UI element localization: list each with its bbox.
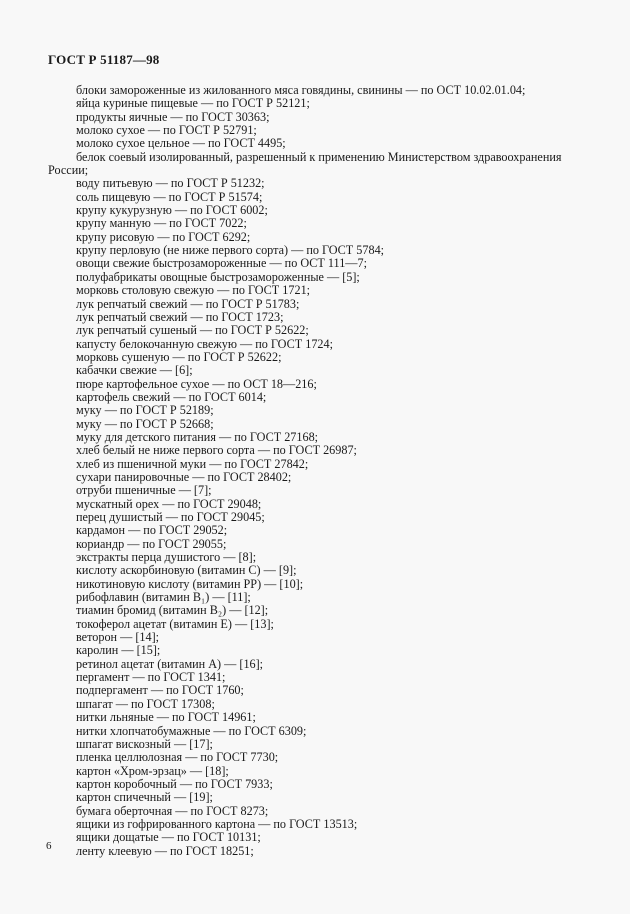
text-line: блоки замороженные из жилованного мяса говядины, свинины — по ОСТ 10.02.01.04;	[76, 83, 526, 97]
text-line: овощи свежие быстрозамороженные — по ОСТ 111—7;	[76, 256, 367, 271]
text-line: ретинол ацетат (витамин А) — [16];	[76, 656, 264, 671]
text-line: муку для детского питания — по ГОСТ 27168;	[76, 429, 319, 444]
text-line: соль пищевую — по ГОСТ Р 51574;	[76, 189, 263, 204]
text-line: хлеб белый не ниже первого сорта — по ГОСТ 26987;	[76, 443, 357, 458]
text-line: крупу перловую (не ниже первого сорта) — по ГОСТ 5784;	[76, 243, 385, 258]
page-number: 6	[46, 840, 52, 852]
text-line: крупу манную — по ГОСТ 7022;	[76, 216, 247, 231]
document-header: ГОСТ Р 51187—98	[48, 52, 160, 67]
text-line: муку — по ГОСТ Р 52668;	[76, 416, 214, 431]
text-line: картон спичечный — [19];	[76, 790, 213, 805]
text-line: лук репчатый сушеный — по ГОСТ Р 52622;	[76, 323, 309, 338]
text-line: мускатный орех — по ГОСТ 29048;	[76, 496, 262, 511]
text-line: кориандр — по ГОСТ 29055;	[76, 536, 227, 551]
text-line: токоферол ацетат (витамин Е) — [13];	[76, 616, 274, 631]
text-line: молоко сухое — по ГОСТ Р 52791;	[76, 123, 257, 138]
text-line: продукты яичные — по ГОСТ 30363;	[76, 109, 270, 124]
text-line: белок соевый изолированный, разрешенный к применению Министерством здравоохранения	[76, 149, 562, 164]
text-line: морковь столовую свежую — по ГОСТ 1721;	[76, 283, 311, 298]
text-line: крупу кукурузную — по ГОСТ 6002;	[76, 203, 268, 218]
text-line: ящики из гофрированного картона — по ГОСТ 13513;	[76, 816, 358, 831]
text-line: кислоту аскорбиновую (витамин С) — [9];	[76, 563, 297, 578]
text-line: тиамин бромид (витамин В₂) — [12];	[76, 603, 269, 618]
text-line: шпагат — по ГОСТ 17308;	[76, 696, 215, 711]
text-line: бумага оберточная — по ГОСТ 8273;	[76, 803, 269, 818]
text-line: экстракты перца душистого — [8];	[76, 550, 257, 565]
text-line: хлеб из пшеничной муки — по ГОСТ 27842;	[76, 456, 309, 471]
text-line: шпагат вискозный — [17];	[76, 736, 213, 751]
text-line: кабачки свежие — [6];	[76, 363, 193, 378]
text-line: кардамон — по ГОСТ 29052;	[76, 523, 228, 538]
text-line: веторон — [14];	[76, 630, 160, 645]
text-line: полуфабрикаты овощные быстрозамороженные — [5];	[76, 269, 360, 284]
text-line: лук репчатый свежий — по ГОСТ Р 51783;	[76, 296, 300, 311]
text-line: каролин — [15];	[76, 643, 161, 658]
text-line: ящики дощатые — по ГОСТ 10131;	[76, 830, 261, 845]
text-line: ленту клеевую — по ГОСТ 18251;	[76, 843, 254, 858]
text-line: пергамент — по ГОСТ 1341;	[76, 670, 226, 685]
text-line: картон «Хром-эрзац» — [18];	[76, 763, 229, 778]
text-line: молоко сухое цельное — по ГОСТ 4495;	[76, 136, 286, 151]
text-line: капусту белокочанную свежую — по ГОСТ 1724;	[76, 336, 333, 351]
text-line: сухари панировочные — по ГОСТ 28402;	[76, 469, 292, 484]
text-line: крупу рисовую — по ГОСТ 6292;	[76, 229, 251, 244]
text-line: воду питьевую — по ГОСТ Р 51232;	[76, 176, 265, 191]
text-line: лук репчатый свежий — по ГОСТ 1723;	[76, 309, 284, 324]
text-line-continuation: России;	[48, 163, 89, 178]
text-line: картофель свежий — по ГОСТ 6014;	[76, 389, 267, 404]
text-line: перец душистый — по ГОСТ 29045;	[76, 510, 265, 524]
text-line: рибофлавин (витамин В₁) — [11];	[76, 590, 251, 605]
text-line: нитки хлопчатобумажные — по ГОСТ 6309;	[76, 723, 307, 738]
text-line: картон коробочный — по ГОСТ 7933;	[76, 776, 273, 791]
document-body	[48, 84, 568, 858]
text-line: нитки льняные — по ГОСТ 14961;	[76, 710, 256, 725]
text-line: муку — по ГОСТ Р 52189;	[76, 403, 214, 418]
text-line: пюре картофельное сухое — по ОСТ 18—216;	[76, 376, 317, 391]
text-line: яйца куриные пищевые — по ГОСТ Р 52121;	[76, 96, 310, 111]
text-line: отруби пшеничные — [7];	[76, 483, 212, 498]
text-line: морковь сушеную — по ГОСТ Р 52622;	[76, 349, 282, 364]
text-line: подпергамент — по ГОСТ 1760;	[76, 683, 244, 698]
text-line: никотиновую кислоту (витамин РР) — [10];	[76, 576, 304, 591]
text-line: пленка целлюлозная — по ГОСТ 7730;	[76, 750, 279, 765]
